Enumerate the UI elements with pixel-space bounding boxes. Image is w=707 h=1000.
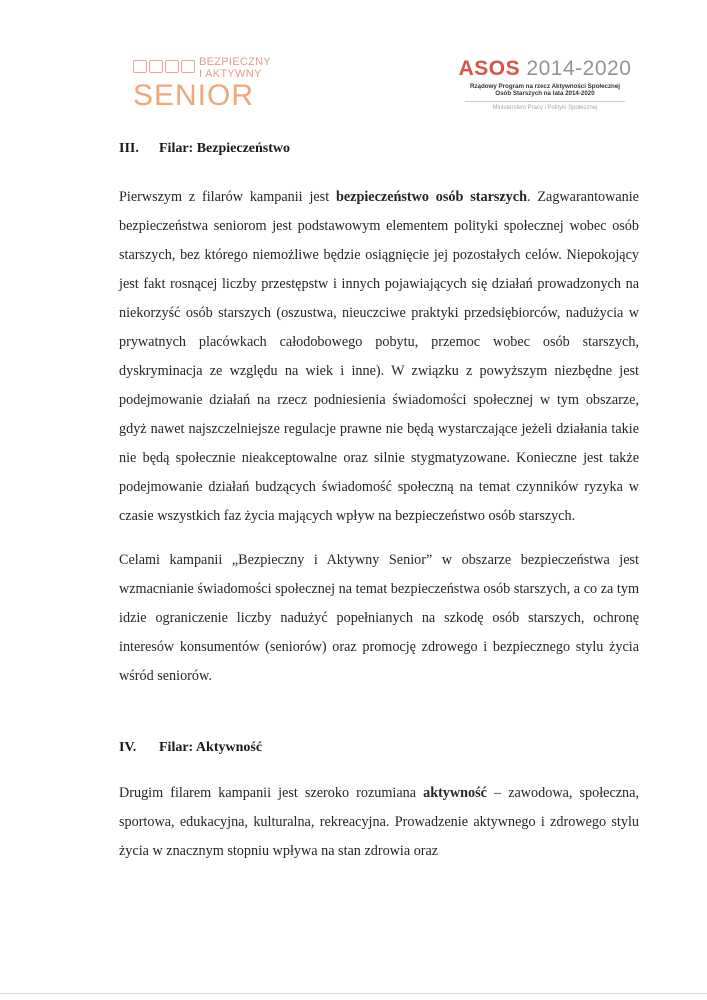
section-heading-activity <box>119 737 639 759</box>
section-number: IV. <box>119 740 137 755</box>
asos-subtitle <box>450 83 640 97</box>
section-title: Filar: Bezpieczeństwo <box>159 141 291 156</box>
logo-line2: I AKTYWNY <box>199 68 262 80</box>
logo-square-icon <box>165 60 179 73</box>
bezpieczny-aktywny-senior-logo <box>133 54 273 116</box>
logo-square-icon <box>133 60 147 73</box>
logo-pictogram-icons <box>133 60 195 73</box>
logo-senior-text: SENIOR <box>133 79 255 112</box>
section-number: III. <box>119 141 139 156</box>
logo-square-icon <box>149 60 163 73</box>
asos-title <box>450 58 640 80</box>
asos-subtitle-line2: Osób Starszych na lata 2014-2020 <box>495 90 595 97</box>
section-title: Filar: Aktywność <box>159 740 263 755</box>
paragraph-bold-text: bezpieczeństwo osób starszych <box>335 189 527 205</box>
paragraph-text: Pierwszym z filarów kampanii jest <box>119 189 336 205</box>
security-paragraph-1 <box>119 183 639 531</box>
logo-small-text <box>199 56 279 80</box>
paragraph-text: . Zagwarantowanie bezpieczeństwa seniorom jest podstawowym elementem polityki społecznej wobec osób starszych, bez którego niemożliwe będzie osiągnięcie jej pozostałych celów. Niepokojący jest fakt rosnącej liczby przestępstw i innych pojawiających się działań prowadzonych na niekorzyść osób starszych (oszustwa, nieuczciwe praktyki przedsiębiorców, nadużycia w prywatnych placówkach całodobowego pobytu, przemoc wobec osób starszych, dyskryminacja ze względu na wiek i inne). W związku z powyższym niezbędne jest podejmowanie działań na rzecz podniesienia świadomości społecznej w tym obszarze, gdyż nawet najszczelniejsze regulacje prawne nie będą wystarczające jeżeli działania takie nie będą społecznie nieakceptowalne oraz silnie stygmatyzowane. Konieczne jest także podejmowanie działań budzących świadomość społeczną na temat czynników ryzyka w czasie wszystkich faz życia mających wpływ na bezpieczeństwo osób starszych. <box>119 189 639 524</box>
paragraph-text: – zawodowa, społeczna, sportowa, edukacyjna, kulturalna, rekreacyjna. Prowadzenie aktywnego i zdrowego stylu życia w znacznym stopniu wpływa na stan zdrowia oraz <box>119 785 639 859</box>
page-header <box>0 0 707 125</box>
asos-name: ASOS <box>458 57 521 80</box>
paragraph-bold-text: aktywność <box>423 785 487 801</box>
logo-square-icon <box>181 60 195 73</box>
security-paragraph-2: Celami kampanii „Bezpieczny i Aktywny Senior” w obszarze bezpieczeństwa jest wzmacnianie świadomości społecznej na temat bezpieczeństwa osób starszych, a co za tym idzie ograniczenie liczby nadużyć popełnianych na szkodę osób starszych, ochronę interesów konsumentów (seniorów) oraz promocję zdrowego i bezpiecznego stylu życia wśród seniorów. <box>119 552 639 684</box>
document-body <box>119 138 639 866</box>
activity-paragraph-1 <box>119 779 639 866</box>
page-bottom-edge <box>0 993 707 994</box>
asos-logo <box>450 58 640 116</box>
section-heading-security <box>119 138 639 160</box>
asos-divider <box>465 101 625 102</box>
paragraph-text: Drugim filarem kampanii jest szeroko rozumiana <box>119 785 424 801</box>
logo-line1: BEZPIECZNY <box>199 56 272 68</box>
asos-years: 2014-2020 <box>526 57 632 80</box>
ministry-name: Ministerstwo Pracy i Polityki Społecznej <box>492 105 598 111</box>
asos-subtitle-line1: Rządowy Program na rzecz Aktywności Społecznej <box>469 83 621 90</box>
